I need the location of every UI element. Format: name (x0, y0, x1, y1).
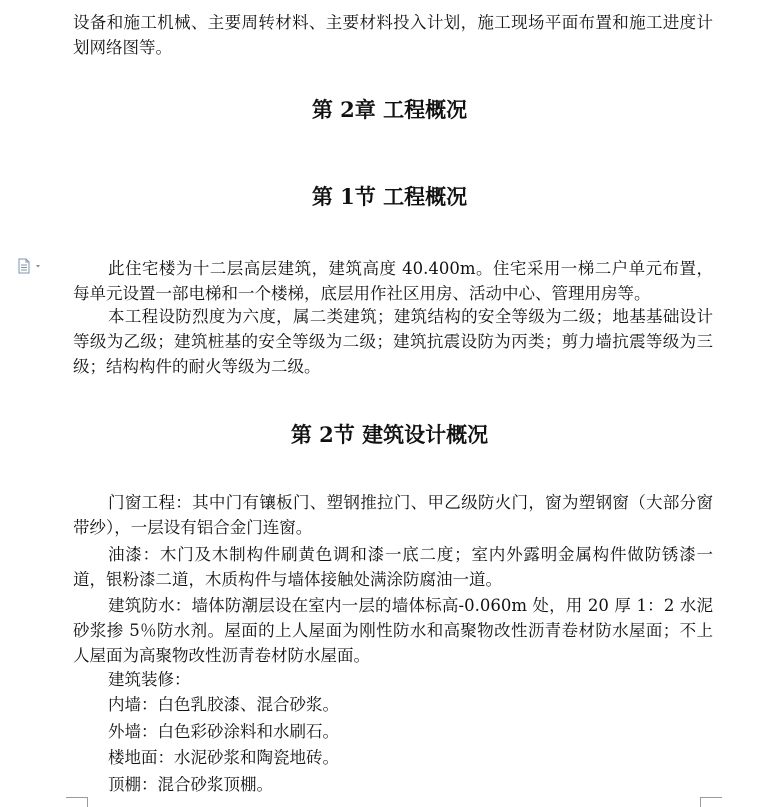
section-1-title: 第 1节 工程概况 (311, 184, 468, 209)
page-corner-mark-left (66, 797, 88, 807)
section-2-paragraph-paint: 油漆：木门及木制构件刷黄色调和漆一底二度；室内外露明金属构件做防锈漆一道，银粉漆二道，木质构件与墙体接触处满涂防腐油一道。 (73, 545, 713, 589)
chapter-title: 第 2章 工程概况 (311, 97, 468, 122)
decoration-heading: 建筑装修： (108, 670, 191, 689)
decoration-item-floor: 楼地面：水泥砂浆和陶瓷地砖。 (108, 748, 339, 767)
decoration-item-ceiling: 顶棚：混合砂浆顶棚。 (108, 775, 273, 794)
section-1-paragraph-1: 此住宅楼为十二层高层建筑，建筑高度 40.400m。住宅采用一梯二户单元布置，每单元设置一部电梯和一个楼梯，底层用作社区用房、活动中心、管理用房等。 (73, 259, 713, 303)
decoration-item-interior-wall: 内墙：白色乳胶漆、混合砂浆。 (108, 695, 339, 714)
section-2-paragraph-waterproof: 建筑防水：墙体防潮层设在室内一层的墙体标高-0.060m 处，用 20 厚 1：2 水泥砂浆掺 5％防水剂。屋面的上人屋面为刚性防水和高聚物改性沥青卷材防水屋面；不上人屋面为高聚物改性沥青卷材防水屋面。 (73, 596, 713, 665)
page-corner-mark-right (700, 797, 722, 807)
document-outline-icon[interactable] (17, 258, 43, 274)
decoration-item-exterior-wall: 外墙：白色彩砂涂料和水刷石。 (108, 722, 339, 741)
section-2-title: 第 2节 建筑设计概况 (290, 422, 489, 447)
section-1-paragraph-2: 本工程设防烈度为六度，属二类建筑；建筑结构的安全等级为二级；地基基础设计等级为乙级；建筑桩基的安全等级为二级；建筑抗震设防为丙类；剪力墙抗震等级为三级；结构构件的耐火等级为二级。 (73, 307, 713, 376)
section-2-paragraph-doors: 门窗工程：其中门有镶板门、塑钢推拉门、甲乙级防火门，窗为塑钢窗（大部分窗带纱），一层设有铝合金门连窗。 (73, 493, 713, 537)
intro-paragraph: 设备和施工机械、主要周转材料、主要材料投入计划，施工现场平面布置和施工进度计划网络图等。 (73, 13, 713, 57)
